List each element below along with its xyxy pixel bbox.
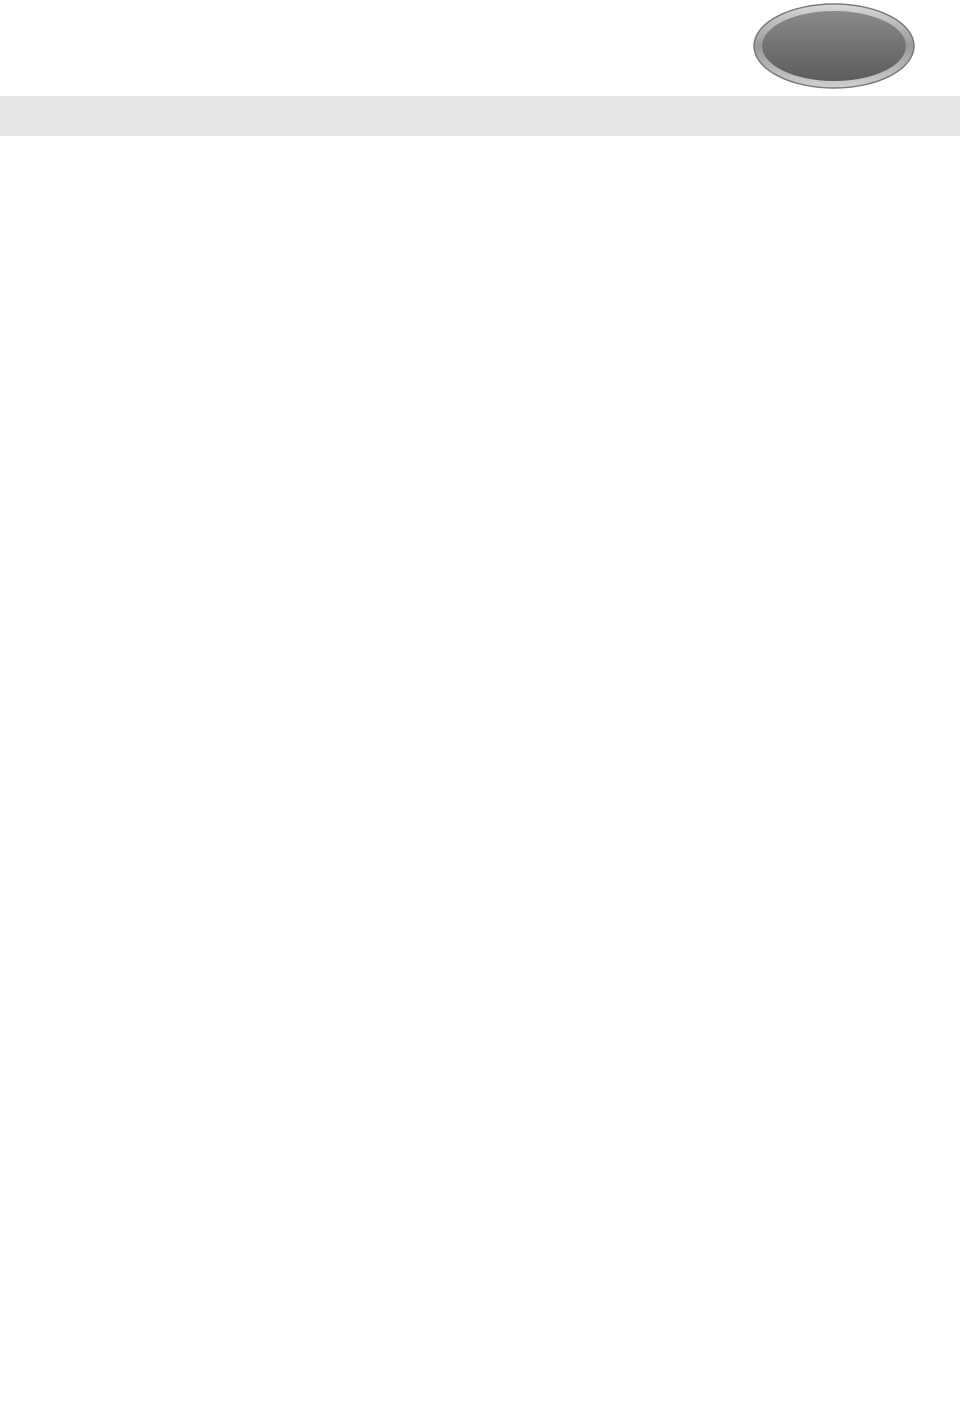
page-header (0, 0, 960, 96)
siegmund-logo (752, 2, 916, 90)
section-band (0, 96, 960, 136)
